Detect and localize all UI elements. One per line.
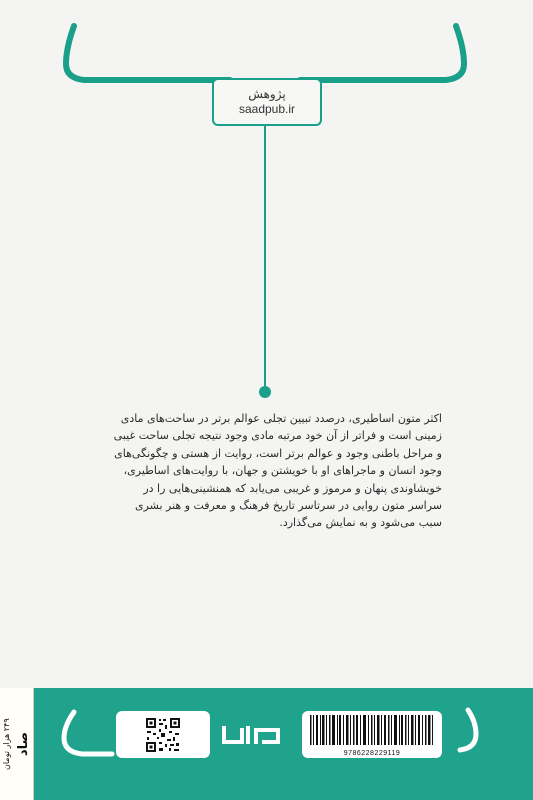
isbn-number: 9786228229119 <box>343 750 401 757</box>
qr-code-box <box>116 711 210 758</box>
connector-dot <box>259 386 271 398</box>
publisher-logo-icon <box>218 722 286 748</box>
blurb-line: زمینی است و فراتر از آن خود مرتبه مادی وجود نتیجه تجلی ساحت غیبی <box>113 429 442 443</box>
publisher-label-box <box>212 78 322 126</box>
back-cover-blurb <box>96 410 442 532</box>
price-sticker <box>0 688 34 800</box>
blurb-line: اکثر متون اساطیری، درصدد تبیین تجلی عوالم برتر در ساحت‌های مادی <box>120 412 442 425</box>
barcode-icon <box>308 715 436 745</box>
blurb-line: سراسر متون روایی در سرتاسر تاریخ فرهنگ و معرفت و هنر بشری <box>134 499 442 513</box>
sticker-brand: صاد <box>16 731 31 757</box>
blurb-line: سبب می‌شود و به نمایش می‌گذارد. <box>279 516 442 530</box>
blurb-line: و مراحل باطنی وجود و عوالم برتر است، روایت از هستی و چگونگی‌های <box>114 446 442 460</box>
genre-label: پژوهش <box>248 87 286 101</box>
vertical-connector-line <box>264 126 266 390</box>
blurb-line: وجود انسان و ماجراهای او با خویشتن و جهان، با روایت‌های اساطیری، <box>123 464 442 478</box>
publisher-website: saadpub.ir <box>238 102 296 116</box>
blurb-line: خویشاوندی پنهان و مرموز و غریبی می‌یابد که همنشینی‌هایی را در <box>143 481 442 495</box>
isbn-barcode-box <box>302 711 442 758</box>
qr-code-icon <box>145 717 181 753</box>
price-text: ۲۴۹ هزار تومان <box>2 718 11 770</box>
